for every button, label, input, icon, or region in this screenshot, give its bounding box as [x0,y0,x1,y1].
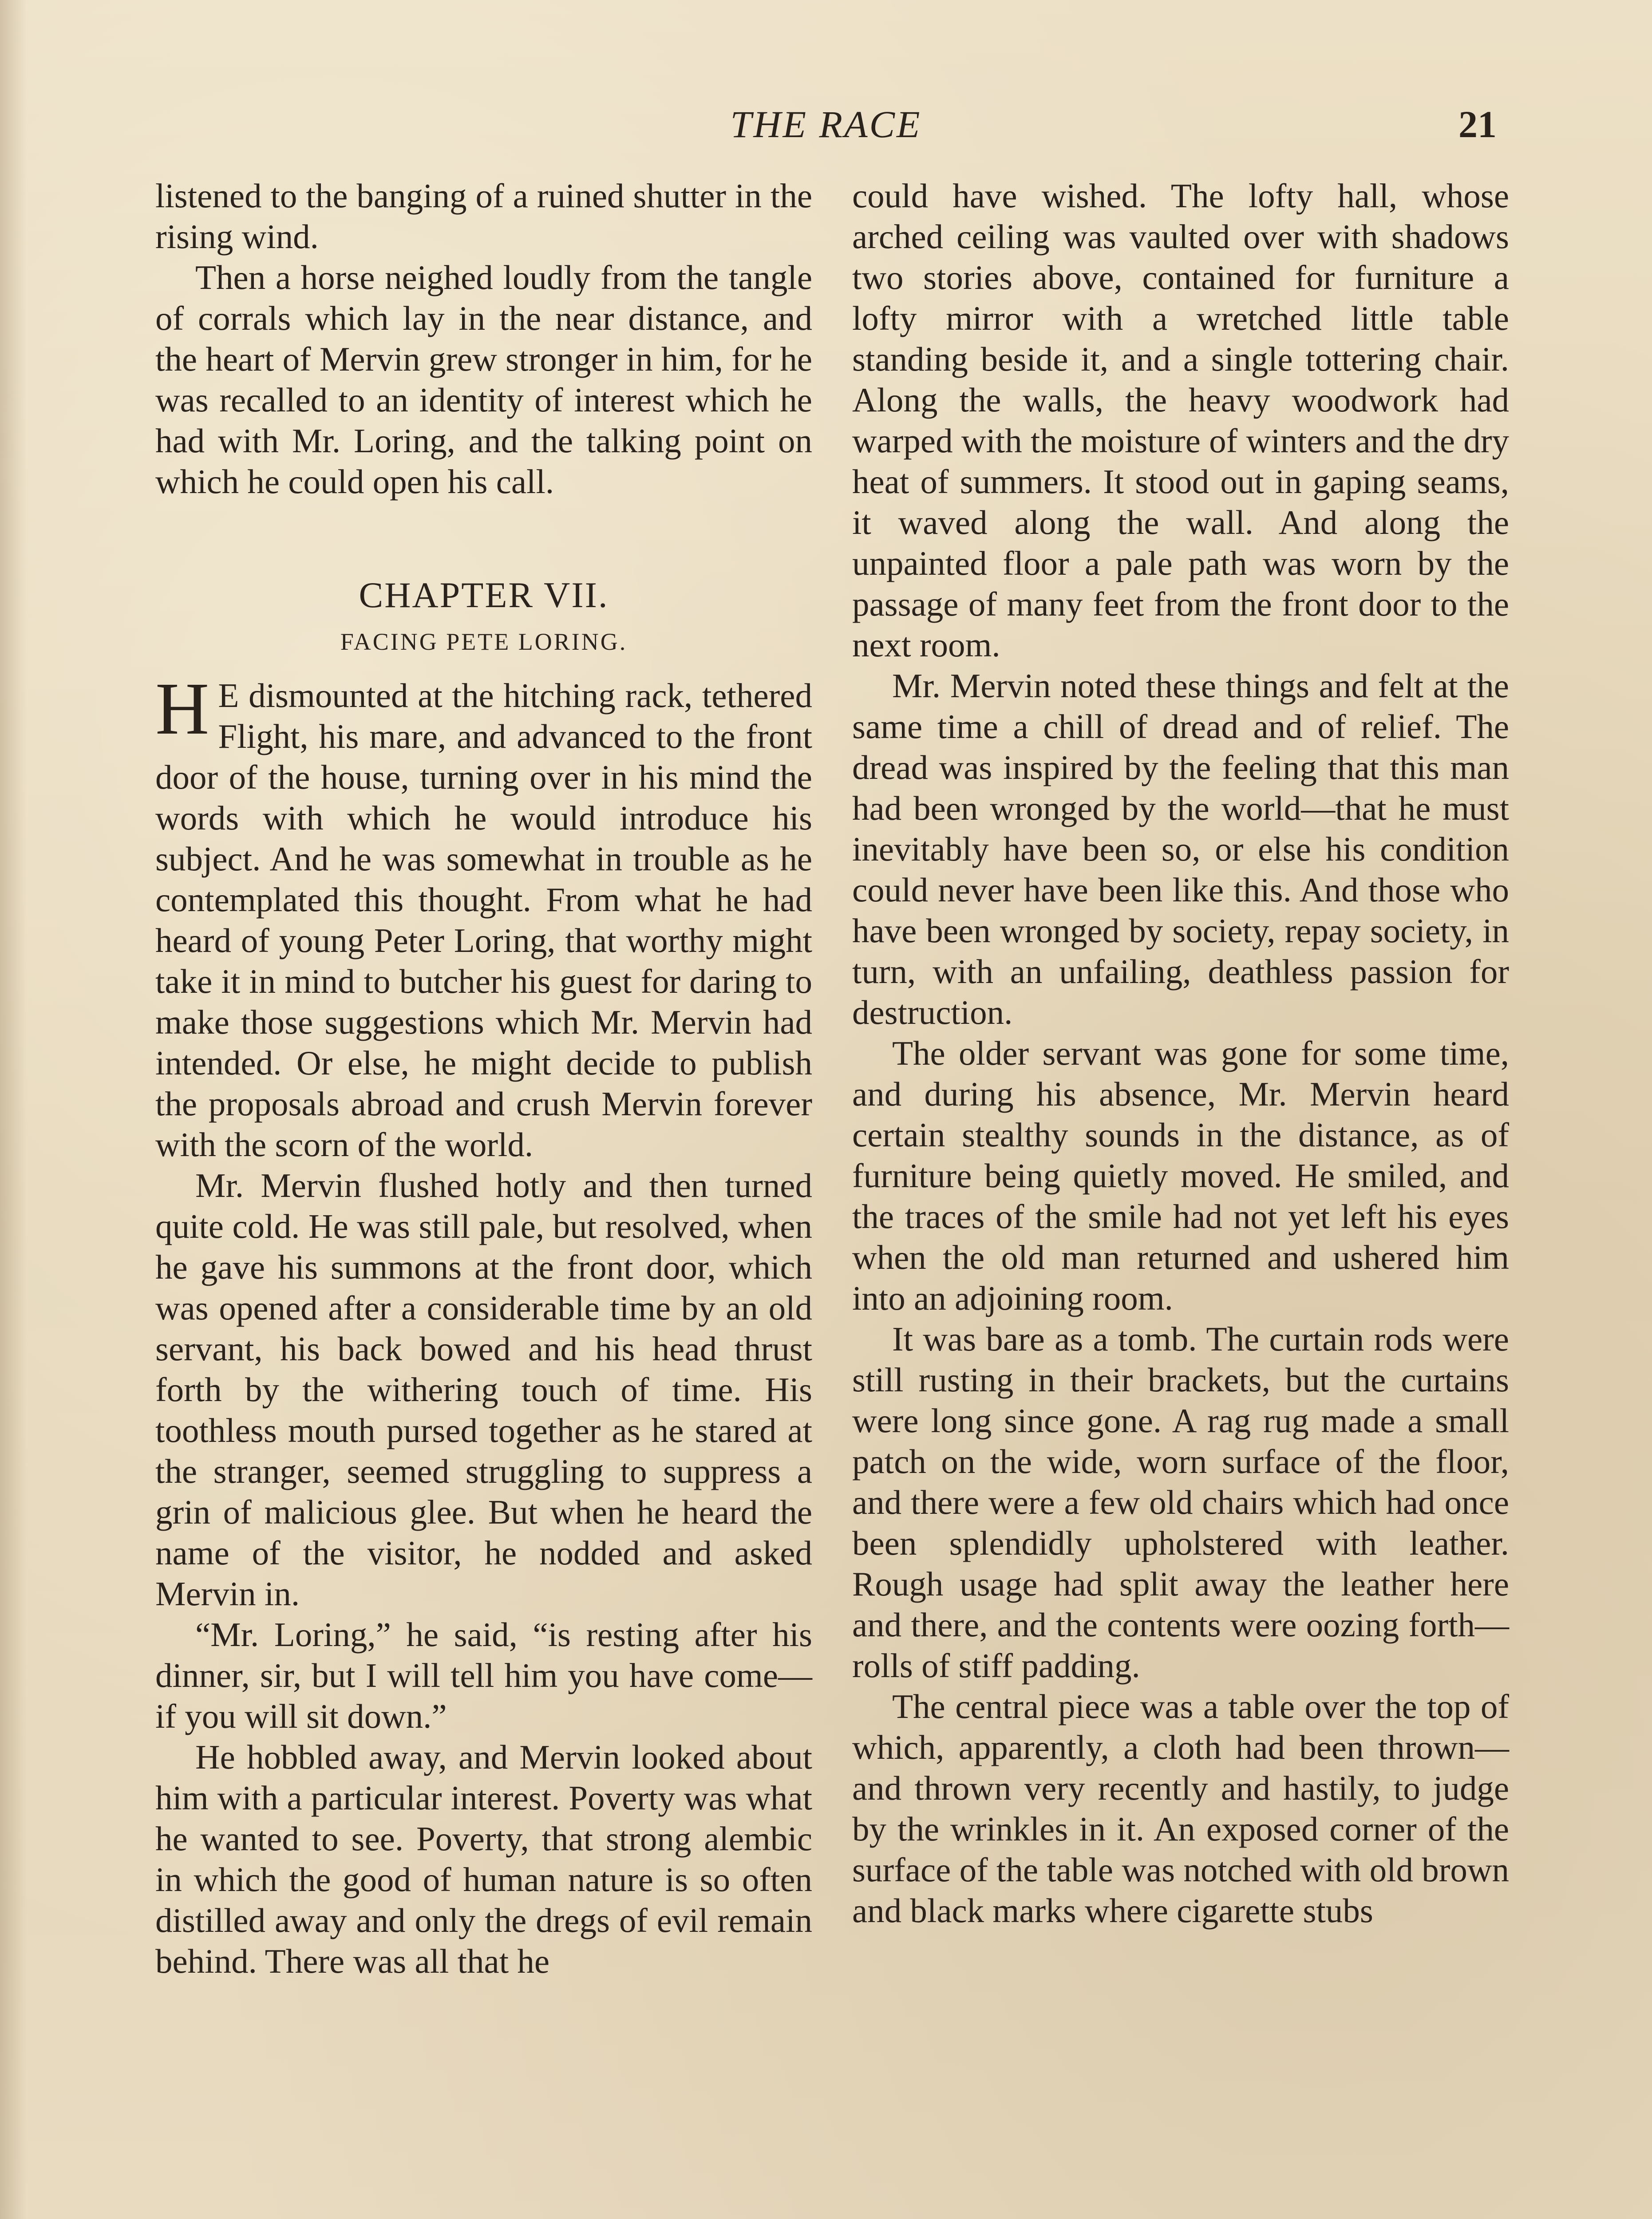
running-header [0,102,1652,155]
paragraph: “Mr. Loring,” he said, “is resting after his dinner, sir, but I will tell him you have come—if you will sit down.” [155,1615,812,1735]
paragraph: Mr. Mervin flushed hotly and then turned quite cold. He was still pale, but resolved, when he gave his summons at the front door, which was opened after a considerable time by an old servant, his back bowed and his head thrust forth by the withering touch of time. His toothless mouth pursed together as he stared at the stranger, seemed struggling to suppress a grin of malicious glee. But when he heard the name of the visitor, he nodded and asked Mervin in. [155,1166,812,1613]
chapter-title: CHAPTER VII. [359,575,609,615]
running-title: THE RACE [730,103,922,146]
paragraph: listened to the banging of a ruined shutter in the rising wind. [155,177,812,256]
drop-cap: H [155,667,209,750]
page-edge-shadow [0,0,27,2219]
paragraph: He hobbled away, and Mervin looked about him with a particular interest. Poverty was what he wanted to see. Poverty, that strong alembic in which the good of human nature is so often distilled away and only the dregs of evil remain behind. There was all that he [155,1738,812,1980]
paragraph: The older servant was gone for some time, and during his absence, Mr. Mervin heard certain stealthy sounds in the distance, as of furniture being quietly moved. He smiled, and the traces of the smile had not yet left his eyes when the old man returned and ushered him into an adjoining room. [852,1034,1509,1317]
paragraph: Then a horse neighed loudly from the tangle of corrals which lay in the near distance, and the heart of Mervin grew stronger in him, for he was recalled to an identity of interest which he had with Mr. Loring, and the talking point on which he could open his call. [155,258,812,501]
page-number: 21 [1458,103,1497,146]
paragraph: could have wished. The lofty hall, whose arched ceiling was vaulted over with shadows two stories above, contained for furniture a lofty mirror with a wretched little table standing beside it, and a single tottering chair. Along the walls, the heavy woodwork had warped with the moisture of winters and the dry heat of summers. It stood out in gaping seams, it waved along the wall. And along the unpainted floor a pale path was worn by the passage of many feet from the front door to the next room. [852,177,1509,664]
paragraph: The central piece was a table over the top of which, apparently, a cloth had been thrown—and thrown very recently and hastily, to judge by the wrinkles in it. An exposed corner of the surface of the table was notched with old brown and black marks where cigarette stubs [852,1687,1509,1930]
paragraph-with-dropcap [155,667,812,1165]
chapter-subtitle: FACING PETE LORING. [340,628,628,655]
left-column [155,175,812,1982]
paragraph-text: E dismounted at the hitching rack, tethered Flight, his mare, and advanced to the front door of the house, turning over in his mind the words with which he would introduce his subject. And he was somewhat in trouble as he contemplated this thought. From what he had heard of young Peter Loring, that worthy might take it in mind to butcher his guest for daring to make those suggestions which Mr. Mervin had intended. Or else, he might decide to publish the proposals abroad and crush Mervin forever with the scorn of the world. [155,676,812,1164]
paragraph: Mr. Mervin noted these things and felt at the same time a chill of dread and of relief. The dread was inspired by the feeling that this man had been wronged by the world—that he must inevitably have been so, or else his condition could never have been like this. And those who have been wronged by society, repay society, in turn, with an unfailing, deathless passion for destruction. [852,667,1509,1031]
right-column [852,175,1509,1931]
paragraph: It was bare as a tomb. The curtain rods were still rusting in their brackets, but the curtains were long since gone. A rag rug made a small patch on the wide, worn surface of the floor, and there were a few old chairs which had once been splendidly upholstered with leather. Rough usage had split away the leather here and there, and the contents were oozing forth—rolls of stiff padding. [852,1320,1509,1685]
